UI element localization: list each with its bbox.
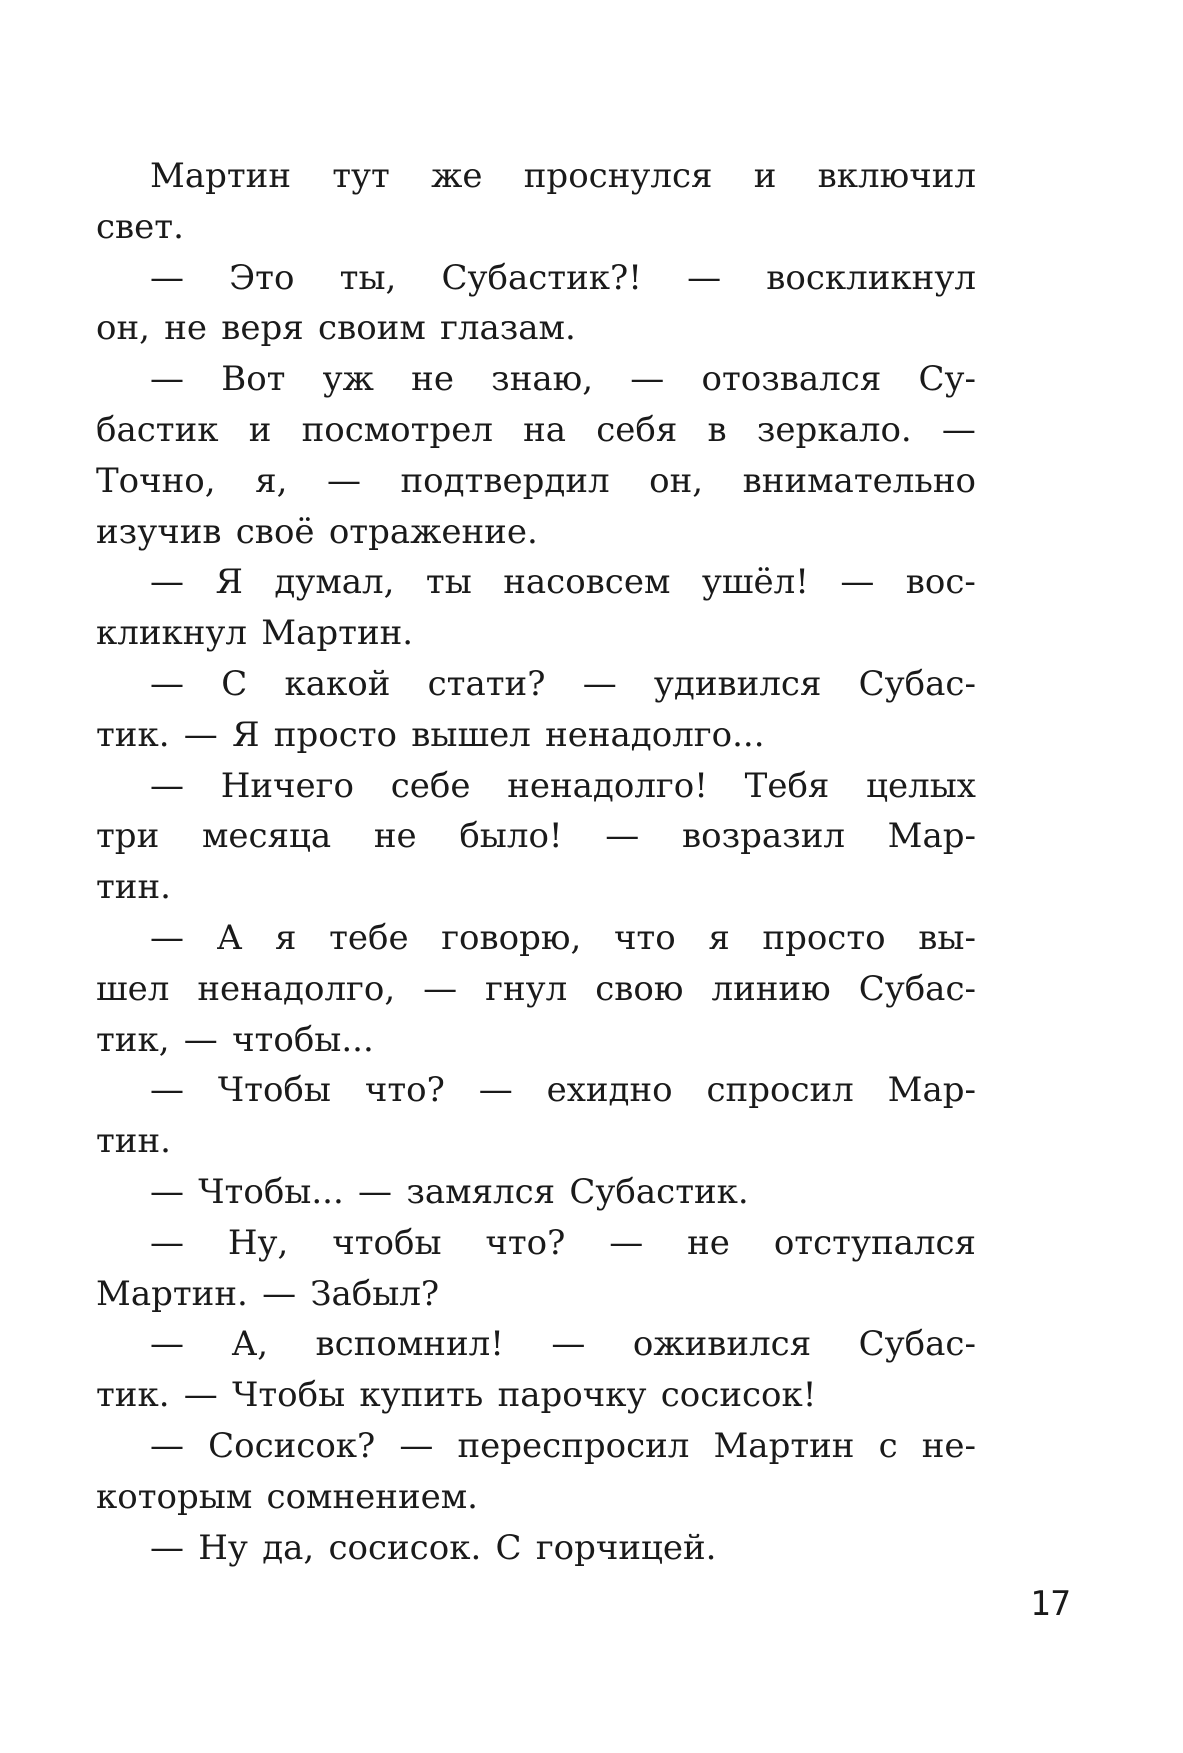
text-line: Мартин тут же проснулся и включил bbox=[150, 156, 976, 196]
text-line: тик, — чтобы... bbox=[96, 1019, 374, 1060]
text-line: тин. bbox=[96, 1121, 171, 1162]
text-line: — Сосисок? — переспросил Мартин с не- bbox=[150, 1425, 976, 1466]
text-line: — А, вспомнил! — оживился Субас- bbox=[150, 1324, 976, 1365]
text-line: — Ничего себе ненадолго! Тебя целых bbox=[150, 765, 976, 806]
text-line: он, не веря своим глазам. bbox=[96, 308, 576, 349]
text-line: — А я тебе говорю, что я просто вы- bbox=[150, 917, 976, 958]
text-line: — Ну да, сосисок. С горчицей. bbox=[150, 1527, 717, 1568]
text-line: — Это ты, Субастик?! — воскликнул bbox=[150, 257, 976, 298]
text-line: тик. — Чтобы купить парочку сосисок! bbox=[96, 1375, 817, 1416]
body-text bbox=[96, 151, 976, 1573]
text-line: тик. — Я просто вышел ненадолго... bbox=[96, 714, 765, 755]
text-line: — Я думал, ты насовсем ушёл! — вос- bbox=[150, 562, 976, 603]
text-line: — Чтобы... — замялся Субастик. bbox=[150, 1171, 749, 1212]
text-line: — С какой стати? — удивился Субас- bbox=[150, 663, 976, 704]
text-line: Точно, я, — подтвердил он, внимательно bbox=[96, 460, 976, 501]
text-line: — Вот уж не знаю, — отозвался Су- bbox=[150, 359, 976, 400]
text-line: тин. bbox=[96, 867, 171, 908]
text-line: изучив своё отражение. bbox=[96, 511, 538, 552]
text-line: Мартин. — Забыл? bbox=[96, 1273, 440, 1314]
text-line: — Чтобы что? — ехидно спросил Мар- bbox=[150, 1070, 976, 1111]
text-line: которым сомнением. bbox=[96, 1476, 478, 1517]
text-line: три месяца не было! — возразил Мар- bbox=[96, 816, 976, 857]
text-line: бастик и посмотрел на себя в зеркало. — bbox=[96, 409, 976, 450]
page-number: 17 bbox=[1030, 1584, 1071, 1624]
text-line: шел ненадолго, — гнул свою линию Субас- bbox=[96, 968, 976, 1009]
text-line: кликнул Мартин. bbox=[96, 613, 414, 654]
text-line: — Ну, чтобы что? — не отступался bbox=[150, 1222, 976, 1263]
text-line: свет. bbox=[96, 206, 184, 247]
